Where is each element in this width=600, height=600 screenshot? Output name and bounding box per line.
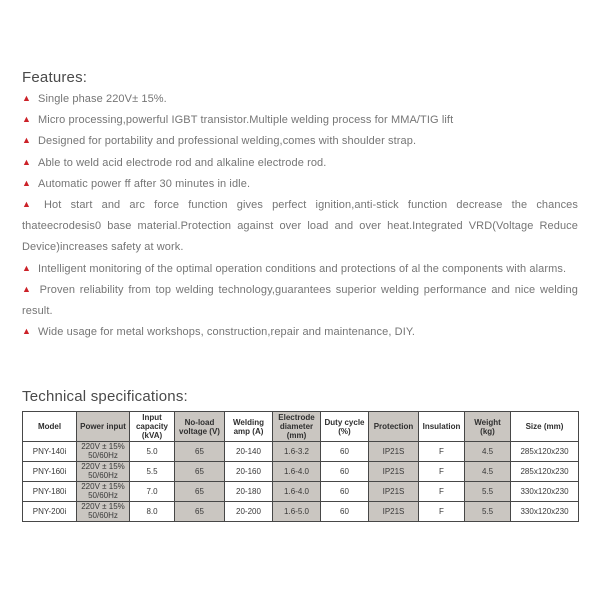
table-cell: 285x120x230: [511, 462, 579, 482]
table-cell: 4.5: [465, 442, 511, 462]
features-list: [22, 89, 578, 343]
column-header: Power input: [77, 412, 130, 442]
table-cell: IP21S: [369, 502, 419, 522]
table-cell: F: [419, 502, 465, 522]
table-cell: 60: [321, 442, 369, 462]
table-cell: IP21S: [369, 482, 419, 502]
column-header: Weight (kg): [465, 412, 511, 442]
bullet-triangle-icon: ▲: [22, 93, 32, 103]
table-cell: 1.6-4.0: [273, 462, 321, 482]
table-cell: IP21S: [369, 442, 419, 462]
features-heading: Features:: [22, 69, 88, 86]
table-cell: 5.0: [130, 442, 175, 462]
column-header: No-load voltage (V): [175, 412, 225, 442]
feature-text: Automatic power ff after 30 minutes in idle.: [38, 177, 251, 190]
table-cell: 60: [321, 502, 369, 522]
column-header: Input capacity (kVA): [130, 412, 175, 442]
table-cell: F: [419, 482, 465, 502]
feature-text: Intelligent monitoring of the optimal operation conditions and protections of al the components with alarms.: [38, 262, 567, 275]
specs-table: [22, 411, 579, 522]
column-header: Model: [23, 412, 77, 442]
table-cell: 7.0: [130, 482, 175, 502]
table-cell: 1.6-3.2: [273, 442, 321, 462]
table-cell: 330x120x230: [511, 482, 579, 502]
table-cell: 5.5: [465, 482, 511, 502]
table-cell: 65: [175, 442, 225, 462]
specs-heading: Technical specifications:: [22, 388, 188, 406]
bullet-triangle-icon: ▲: [22, 156, 32, 167]
table-cell: 20-160: [225, 462, 273, 482]
table-cell: PNY-200i: [23, 502, 77, 522]
table-cell: PNY-160i: [23, 462, 77, 482]
feature-text: Wide usage for metal workshops, construction,repair and maintenance, DIY.: [38, 326, 416, 339]
bullet-triangle-icon: ▲: [22, 283, 33, 294]
table-cell: 20-140: [225, 442, 273, 462]
table-cell: 60: [321, 482, 369, 502]
column-header: Insulation: [419, 412, 465, 442]
feature-text: Hot start and arc force function gives perfect ignition,anti-stick function decrease the chances thateecrodesis0 base material.Protection against over load and over heat.Integrated VRD(Voltage Reduce Device)increases safety at work.: [22, 199, 579, 254]
table-header-row: [23, 412, 579, 442]
table-cell: 8.0: [130, 502, 175, 522]
table-cell: 1.6-4.0: [273, 482, 321, 502]
table-row: [23, 462, 579, 482]
feature-item: [22, 322, 578, 343]
table-cell: 65: [175, 462, 225, 482]
column-header: Protection: [369, 412, 419, 442]
bullet-triangle-icon: ▲: [22, 199, 38, 210]
bullet-triangle-icon: ▲: [22, 135, 32, 146]
feature-text: Proven reliability from top welding technology,guarantees superior welding performance and nice welding result.: [22, 283, 578, 318]
feature-item: [22, 131, 578, 152]
feature-item: [22, 195, 578, 259]
column-header: Duty cycle (%): [321, 412, 369, 442]
table-cell: F: [419, 442, 465, 462]
feature-item: [22, 280, 578, 322]
table-row: [23, 502, 579, 522]
table-cell: 65: [175, 482, 225, 502]
table-cell: 4.5: [465, 462, 511, 482]
table-cell: 5.5: [465, 502, 511, 522]
feature-text: Micro processing,powerful IGBT transistor.Multiple welding process for MMA/TIG lift: [38, 114, 454, 127]
column-header: Welding amp (A): [225, 412, 273, 442]
table-cell: 20-180: [225, 482, 273, 502]
bullet-triangle-icon: ▲: [22, 262, 32, 273]
table-cell: 220V ± 15% 50/60Hz: [77, 482, 130, 502]
bullet-triangle-icon: ▲: [22, 177, 32, 188]
table-cell: 60: [321, 462, 369, 482]
feature-text: Single phase 220V± 15%.: [38, 93, 167, 105]
feature-item: [22, 259, 578, 280]
feature-item: [22, 89, 578, 110]
feature-item: [22, 153, 578, 174]
table-cell: PNY-180i: [23, 482, 77, 502]
table-cell: 220V ± 15% 50/60Hz: [77, 462, 130, 482]
feature-text: Able to weld acid electrode rod and alkaline electrode rod.: [38, 156, 327, 169]
table-row: [23, 442, 579, 462]
table-cell: 330x120x230: [511, 502, 579, 522]
column-header: Size (mm): [511, 412, 579, 442]
table-cell: 5.5: [130, 462, 175, 482]
feature-text: Designed for portability and professional welding,comes with shoulder strap.: [38, 135, 417, 148]
table-cell: 220V ± 15% 50/60Hz: [77, 502, 130, 522]
table-cell: 65: [175, 502, 225, 522]
table-cell: 1.6-5.0: [273, 502, 321, 522]
table-cell: 285x120x230: [511, 442, 579, 462]
table-cell: IP21S: [369, 462, 419, 482]
table-cell: F: [419, 462, 465, 482]
bullet-triangle-icon: ▲: [22, 114, 32, 125]
feature-item: [22, 110, 578, 131]
table-cell: 20-200: [225, 502, 273, 522]
table-cell: 220V ± 15% 50/60Hz: [77, 442, 130, 462]
table-row: [23, 482, 579, 502]
feature-item: [22, 174, 578, 195]
bullet-triangle-icon: ▲: [22, 326, 32, 337]
table-cell: PNY-140i: [23, 442, 77, 462]
column-header: Electrode diameter (mm): [273, 412, 321, 442]
